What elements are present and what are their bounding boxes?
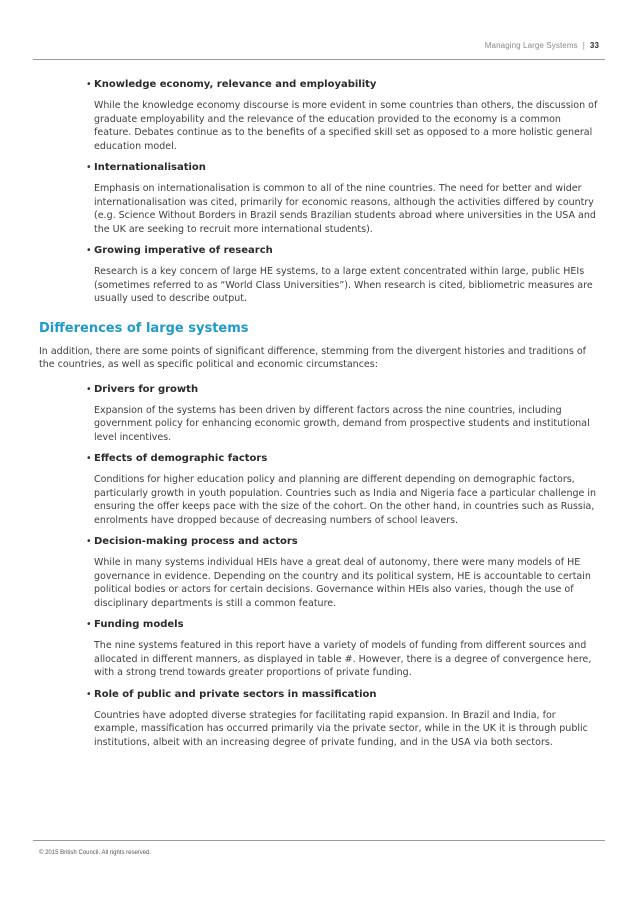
item-body: Expansion of the systems has been driven by different factors across the nine countries, including government policy for enhancing economic growth, demand from prospective students and institutional level incentives. xyxy=(94,404,590,443)
section-heading: Differences of large systems xyxy=(39,320,249,336)
list-item-drivers-for-growth xyxy=(39,383,601,445)
page-number: 33 xyxy=(589,41,599,50)
header-rule xyxy=(33,59,605,60)
header-separator: | xyxy=(582,41,585,50)
list-item-public-private-sectors xyxy=(39,688,601,750)
running-title: Managing Large Systems xyxy=(484,41,578,50)
running-header xyxy=(485,41,599,50)
copyright-footer: © 2015 British Council. All rights reserved. xyxy=(39,850,152,856)
item-body: While the knowledge economy discourse is more evident in some countries than others, the discussion of graduate employability and the relevance of the education provided to the economy is a common feature. Debates continue as to the benefits of a specified skill set as opposed to a more holistic general education model. xyxy=(94,100,598,152)
bullet: • xyxy=(86,619,92,630)
item-title: Knowledge economy, relevance and employability xyxy=(94,79,377,90)
bullet: • xyxy=(86,162,92,173)
bullet: • xyxy=(86,453,92,464)
page-content xyxy=(39,78,601,757)
item-body: Emphasis on internationalisation is common to all of the nine countries. The need for better and wider internationalisation was cited, primarily for economic reasons, although the activities differed by country (e.g. Science Without Borders in Brazil sends Brazilian students abroad where universities in the USA and the UK are seeking to recruit more international students). xyxy=(94,183,596,235)
item-body: The nine systems featured in this report have a variety of models of funding from different sources and allocated in different manners, as displayed in table #. However, there is a degree of convergence here, with a strong trend towards greater proportions of private funding. xyxy=(94,640,592,678)
item-title: Effects of demographic factors xyxy=(94,453,268,464)
item-title: Decision-making process and actors xyxy=(94,536,298,547)
item-title: Role of public and private sectors in massification xyxy=(94,688,377,700)
list-item-funding-models xyxy=(39,618,601,680)
list-item-decision-making xyxy=(39,535,601,610)
section-intro: In addition, there are some points of significant difference, stemming from the divergent histories and traditions of the countries, as well as specific political and economic circumstances: xyxy=(39,345,587,370)
item-body: Research is a key concern of large HE systems, to a large extent concentrated within large, public HEIs (sometimes referred to as “World Class Universities”). When research is cited, bibliometric measures are usually used to describe output. xyxy=(94,266,593,304)
item-body: Countries have adopted diverse strategies for facilitating rapid expansion. In Brazil and India, for example, massification has occurred primarily via the private sector, while in the UK it is through public institutions, albeit with an increasing degree of private funding, and in the USA via both sectors. xyxy=(94,709,588,748)
item-title: Internationalisation xyxy=(94,162,206,173)
bullet: • xyxy=(86,536,92,547)
item-title: Funding models xyxy=(94,619,184,630)
list-item-demographic-factors xyxy=(39,452,601,527)
item-body: Conditions for higher education policy and planning are different depending on demographic factors, particularly growth in youth population. Countries such as India and Nigeria face a particular challenge in ensuring the offer keeps pace with the size of the cohort. On the other hand, in countries such as Russia, enrolments have dropped because of decreasing numbers of school leavers. xyxy=(94,474,597,526)
list-item-research xyxy=(39,244,601,306)
bullet: • xyxy=(86,79,92,90)
item-title: Growing imperative of research xyxy=(94,245,273,256)
bullet: • xyxy=(86,245,92,256)
list-item-internationalisation xyxy=(39,161,601,236)
footer-rule xyxy=(33,840,605,841)
item-body: While in many systems individual HEIs have a great deal of autonomy, there were many models of HE governance in evidence. Depending on the country and its political system, HE is accountable to certain political bodies or actors for certain decisions. Governance within HEIs also varies, though the use of disciplinary departments is still a common feature. xyxy=(94,557,591,609)
bullet: • xyxy=(86,383,92,395)
list-item-knowledge-economy xyxy=(39,78,601,153)
bullet: • xyxy=(86,688,92,700)
item-title: Drivers for growth xyxy=(94,383,199,395)
